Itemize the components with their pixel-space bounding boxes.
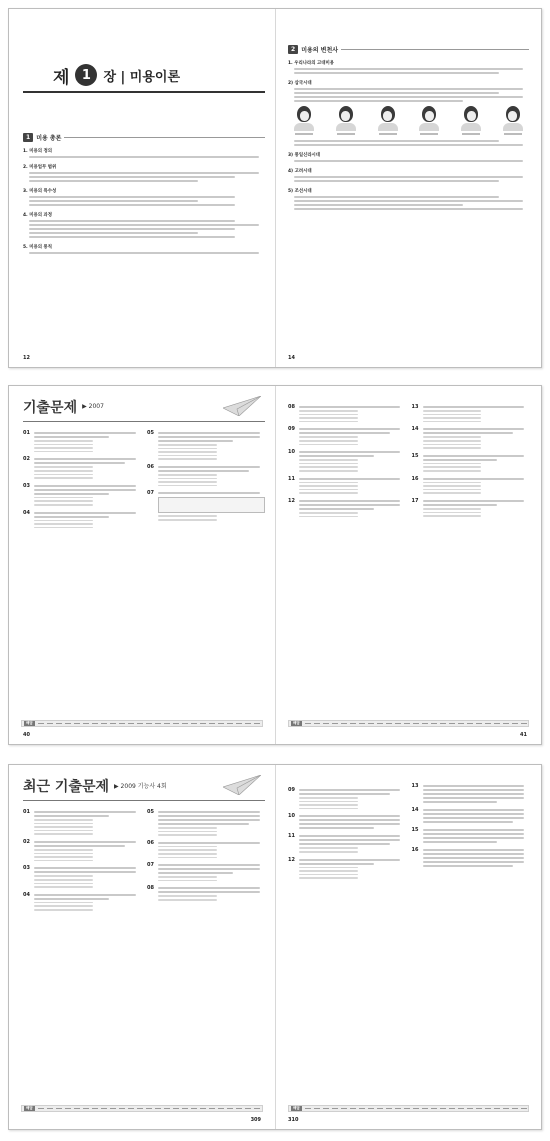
question-columns [288, 400, 529, 690]
question-number: 11 [288, 475, 295, 482]
answer-strip [21, 720, 263, 727]
question-item [412, 476, 530, 494]
answer-strip [288, 720, 529, 727]
question-columns [23, 426, 265, 681]
question-number: 06 [147, 839, 154, 846]
question-number: 06 [147, 463, 154, 470]
answer-label: 해답 [293, 1106, 300, 1110]
question-item [412, 498, 530, 517]
page-folio [520, 732, 529, 738]
section-title: 미용의 변천사 [301, 47, 339, 54]
topic-heading: 1. 우리나라의 고대미용 [288, 61, 334, 66]
hairstyle-illustrations [290, 106, 527, 135]
text-line [294, 176, 523, 178]
section-heading [288, 45, 529, 54]
hairstyle-figure [290, 106, 318, 135]
text-line [29, 204, 235, 206]
exam-year: ▶ 2009 기능사 4회 [114, 783, 167, 790]
text-line [29, 156, 259, 158]
text-line [29, 196, 235, 198]
question-item [23, 892, 141, 911]
text-line [294, 88, 523, 90]
text-line [29, 236, 235, 238]
question-item [288, 833, 406, 852]
question-number: 10 [288, 813, 295, 820]
answer-list [305, 723, 528, 725]
question-item [288, 498, 406, 517]
question-item [288, 426, 406, 445]
passage-box [158, 497, 265, 513]
question-number: 14 [411, 807, 419, 813]
text-line [294, 72, 499, 74]
question-item [412, 404, 530, 422]
section-rule [341, 49, 529, 50]
section-badge: 1 [23, 133, 33, 142]
topic-heading: 5) 조선시대 [288, 189, 312, 194]
question-number: 01 [23, 430, 30, 436]
question-item [23, 839, 141, 861]
question-number: 09 [288, 787, 295, 793]
question-item [412, 783, 530, 803]
question-column [147, 426, 265, 681]
question-number: 12 [288, 497, 295, 504]
question-number: 11 [288, 833, 295, 840]
topic-heading: 2. 미용업무 범위 [23, 165, 57, 170]
hairstyle-figure [415, 106, 443, 135]
answer-label: 해답 [26, 1106, 33, 1110]
question-item [147, 490, 265, 520]
text-line [294, 208, 523, 210]
text-line [294, 140, 499, 142]
answer-list [38, 1108, 262, 1110]
question-number: 05 [147, 430, 154, 436]
question-number: 15 [411, 827, 419, 833]
book-spread-exam-2007 [8, 385, 542, 745]
exam-year: ▶ 2007 [82, 403, 104, 410]
book-spread-chapter-1 [8, 8, 542, 368]
exam-title: 기출문제 [23, 399, 78, 416]
question-item [288, 476, 406, 494]
question-item [147, 430, 265, 460]
text-line [29, 252, 259, 254]
page-right [275, 765, 541, 1129]
question-item [23, 430, 141, 452]
question-item [147, 885, 265, 900]
page-number: 14 [288, 355, 295, 361]
question-number: 10 [288, 449, 295, 456]
topic-heading: 3) 통일신라시대 [288, 153, 321, 158]
question-number: 02 [23, 838, 30, 845]
text-line [294, 68, 523, 70]
page-folio [288, 1117, 300, 1123]
page-folio [23, 732, 32, 738]
question-item [412, 426, 530, 448]
page-right [275, 386, 541, 744]
hairstyle-figure [374, 106, 402, 135]
question-item [412, 827, 530, 843]
page-number: 40 [23, 732, 30, 738]
question-column [288, 779, 406, 1074]
question-number: 07 [147, 490, 154, 497]
question-number: 04 [23, 891, 30, 898]
topic-heading: 4. 미용의 과정 [23, 213, 52, 218]
text-line [294, 100, 463, 102]
question-item [147, 464, 265, 486]
question-item [288, 449, 406, 471]
text-line [29, 232, 198, 234]
question-number: 13 [411, 404, 419, 410]
topic-heading: 2) 삼국시대 [288, 81, 312, 86]
text-line [294, 144, 523, 146]
chapter-number-badge: 1 [75, 64, 97, 86]
exam-title: 최근 기출문제 [23, 778, 110, 795]
text-line [29, 228, 235, 230]
paper-plane-icon [223, 396, 261, 416]
chapter-title: 장 | 미용이론 [103, 69, 181, 85]
question-item [412, 807, 530, 823]
question-item [23, 510, 141, 529]
question-number: 16 [411, 847, 419, 853]
question-number: 15 [411, 452, 419, 459]
question-number: 16 [411, 475, 419, 482]
text-line [294, 96, 523, 98]
text-line [29, 224, 259, 226]
question-number: 13 [411, 783, 419, 789]
text-line [29, 176, 235, 178]
page-left [9, 386, 275, 744]
question-item [288, 787, 406, 809]
hairstyle-figure [457, 106, 485, 135]
page-folio [23, 355, 32, 361]
question-item [23, 483, 141, 506]
page-folio [251, 1117, 263, 1123]
text-line [294, 92, 499, 94]
page-folio [288, 355, 297, 361]
page-number: 310 [288, 1117, 299, 1123]
answer-label: 해답 [293, 721, 300, 725]
text-line [294, 196, 499, 198]
page-number: 41 [520, 732, 527, 738]
hairstyle-figure [499, 106, 527, 135]
paper-plane-icon [223, 775, 261, 795]
topic-heading: 4) 고려시대 [288, 169, 312, 174]
section-heading [23, 133, 265, 142]
question-column [288, 400, 406, 690]
answer-list [38, 723, 262, 725]
question-column [412, 400, 530, 690]
page-right [275, 9, 541, 367]
book-spread-exam-2009 [8, 764, 542, 1130]
section-rule [64, 137, 265, 138]
question-columns [288, 779, 529, 1074]
question-item [147, 840, 265, 858]
question-column [23, 805, 141, 1060]
page-number: 309 [250, 1117, 261, 1123]
chapter-heading [23, 59, 265, 93]
text-line [294, 180, 499, 182]
hairstyle-figure [332, 106, 360, 135]
question-item [412, 453, 530, 472]
question-number: 04 [23, 509, 30, 516]
question-number: 08 [147, 885, 154, 892]
section-badge: 2 [288, 45, 298, 54]
answer-label: 해답 [26, 721, 33, 725]
question-number: 03 [23, 865, 30, 872]
question-number: 12 [288, 856, 295, 863]
question-number: 01 [23, 809, 30, 815]
question-columns [23, 805, 265, 1060]
text-line [29, 180, 198, 182]
chapter-word: 제 [53, 67, 70, 88]
question-item [23, 809, 141, 835]
answer-strip [21, 1105, 263, 1112]
text-line [29, 200, 198, 202]
text-line [294, 160, 523, 162]
text-line [29, 172, 259, 174]
question-number: 14 [411, 426, 419, 433]
question-item [288, 404, 406, 422]
section-title: 미용 총론 [36, 135, 62, 142]
text-line [294, 204, 463, 206]
answer-list [305, 1108, 528, 1110]
question-item [23, 865, 141, 887]
question-item [412, 847, 530, 867]
question-item [23, 456, 141, 478]
text-line [294, 200, 523, 202]
question-column [412, 779, 530, 1074]
question-item [147, 862, 265, 881]
question-item [147, 809, 265, 836]
text-line [29, 220, 235, 222]
answer-strip [288, 1105, 529, 1112]
topic-heading: 5. 미용의 통칙 [23, 245, 52, 250]
page-left [9, 765, 275, 1129]
question-number: 03 [23, 482, 30, 489]
topic-heading: 3. 미용의 특수성 [23, 189, 57, 194]
question-number: 09 [288, 426, 295, 433]
question-number: 17 [411, 497, 419, 504]
question-number: 07 [147, 862, 154, 869]
page-left [9, 9, 275, 367]
topic-heading: 1. 미용의 정의 [23, 149, 52, 154]
question-item [288, 857, 406, 879]
question-column [23, 426, 141, 681]
question-column [147, 805, 265, 1060]
question-item [288, 813, 406, 829]
question-number: 05 [147, 809, 154, 815]
question-number: 08 [288, 404, 295, 410]
question-number: 02 [23, 456, 30, 463]
page-number: 12 [23, 355, 30, 361]
